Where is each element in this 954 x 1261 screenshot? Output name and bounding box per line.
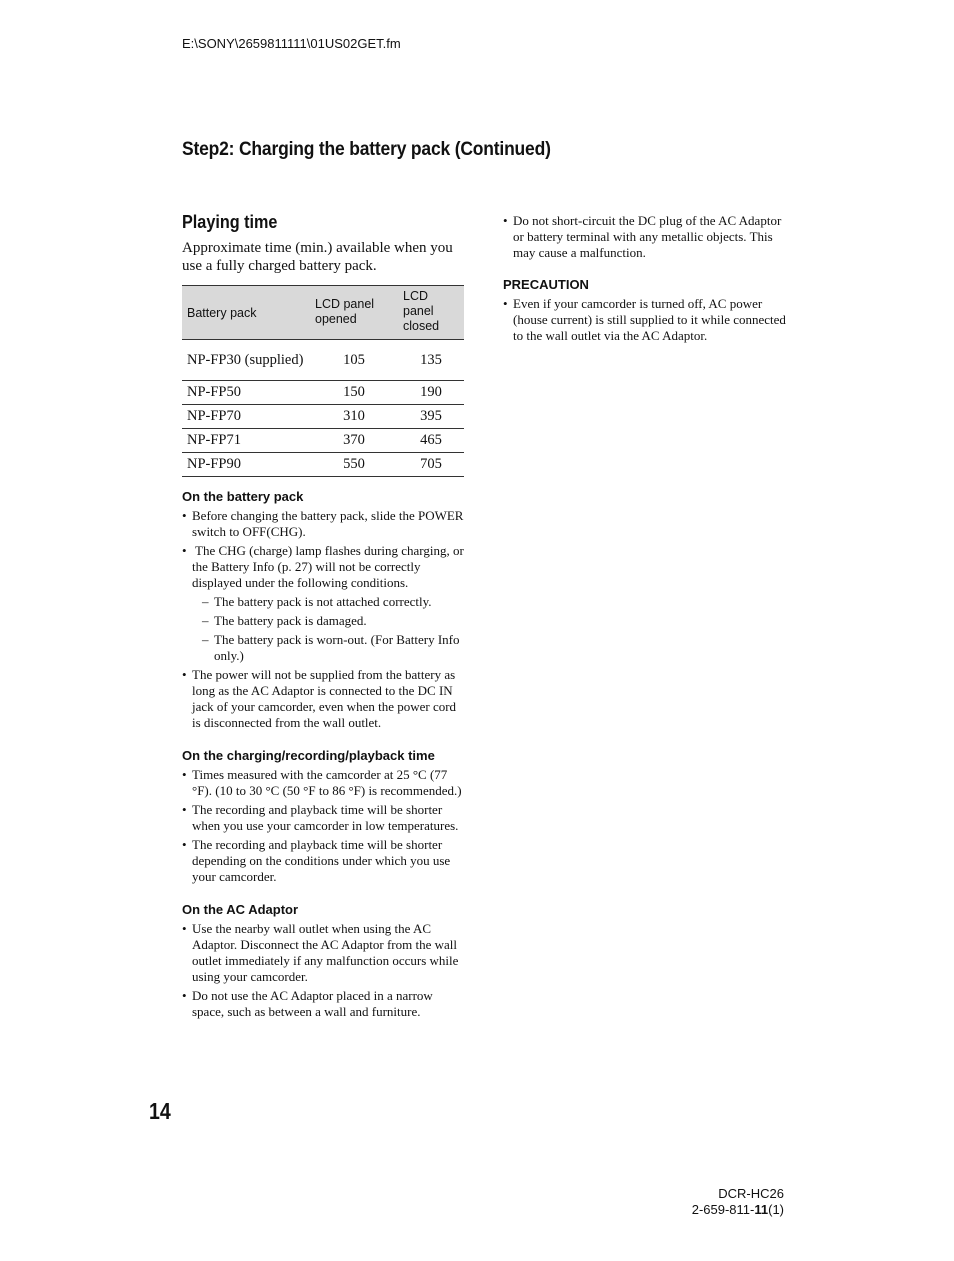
dash-item: – The battery pack is not attached correctly. — [192, 594, 464, 610]
precaution-title: PRECAUTION — [503, 277, 589, 292]
subsection-title-charging-time: On the charging/recording/playback time — [182, 748, 435, 763]
footer-code-prefix: 2-659-811- — [691, 1202, 755, 1217]
list-item: • The recording and playback time will be shorter depending on the conditions under which you use your camcorder. — [182, 837, 464, 885]
list-item: • The power will not be supplied from the battery as long as the AC Adaptor is connected to the DC IN jack of your camcorder, even when the power cord is disconnected from the wall outlet. — [182, 667, 464, 731]
page-number: 14 — [149, 1098, 171, 1124]
precaution-list — [503, 296, 793, 344]
table-cell-closed: 395 — [398, 405, 464, 429]
table-cell-opened: 310 — [310, 405, 398, 429]
short-circuit-list — [503, 213, 793, 261]
list-item-text: The CHG (charge) lamp flashes during charging, or the Battery Info (p. 27) will not be correctly displayed under the following conditions. — [192, 543, 464, 590]
table-cell-opened: 150 — [310, 381, 398, 405]
playing-time-table — [182, 285, 464, 477]
subsection-title-ac-adaptor: On the AC Adaptor — [182, 902, 299, 917]
list-item: • Before changing the battery pack, slide the POWER switch to OFF(CHG). — [182, 508, 464, 540]
subsection-title-battery-pack: On the battery pack — [182, 489, 304, 504]
table-row — [182, 429, 464, 453]
dash-item: – The battery pack is worn-out. (For Battery Info only.) — [192, 632, 464, 664]
footer-code — [692, 1202, 784, 1218]
table-header-lcd-opened: LCD panel opened — [310, 286, 398, 340]
table-header-battery-pack: Battery pack — [182, 286, 310, 340]
table-cell-opened: 550 — [310, 453, 398, 477]
table-cell-opened: 370 — [310, 429, 398, 453]
footer-code-bold: 11 — [754, 1202, 769, 1217]
table-row — [182, 405, 464, 429]
dash-item: – The battery pack is damaged. — [192, 613, 464, 629]
file-path: E:\SONY\2659811111\01US02GET.fm — [182, 36, 401, 51]
footer-code-suffix: (1) — [768, 1202, 784, 1217]
table-row — [182, 381, 464, 405]
page-title: Step2: Charging the battery pack (Continued) — [182, 139, 551, 160]
table-cell-closed: 135 — [398, 340, 464, 381]
table-cell-battery: NP-FP90 — [182, 453, 310, 477]
ac-adaptor-list — [182, 921, 464, 1020]
table-cell-closed: 190 — [398, 381, 464, 405]
table-cell-battery: NP-FP30 (supplied) — [182, 340, 310, 381]
list-item: • Times measured with the camcorder at 25 °C (77 °F). (10 to 30 °C (50 °F to 86 °F) is recommended.) — [182, 767, 464, 799]
list-item: • Even if your camcorder is turned off, AC power (house current) is still supplied to it while connected to the wall outlet via the AC Adaptor. — [503, 296, 793, 344]
table-cell-battery: NP-FP70 — [182, 405, 310, 429]
condition-list — [192, 594, 464, 664]
left-column — [182, 212, 464, 1023]
table-header-lcd-closed: LCD panel closed — [398, 286, 464, 340]
table-cell-closed: 705 — [398, 453, 464, 477]
table-row — [182, 340, 464, 381]
table-row — [182, 453, 464, 477]
charging-time-list — [182, 767, 464, 885]
list-item — [182, 543, 464, 664]
list-item: • Use the nearby wall outlet when using the AC Adaptor. Disconnect the AC Adaptor from the wall outlet immediately if any malfunction occurs while using your camcorder. — [182, 921, 464, 985]
list-item: • Do not short-circuit the DC plug of the AC Adaptor or battery terminal with any metallic objects. This may cause a malfunction. — [503, 213, 793, 261]
footer-model: DCR-HC26 — [718, 1186, 784, 1201]
battery-pack-list — [182, 508, 464, 731]
table-header-row — [182, 286, 464, 340]
table-cell-closed: 465 — [398, 429, 464, 453]
right-column — [503, 213, 793, 347]
list-item: • The recording and playback time will be shorter when you use your camcorder in low temperatures. — [182, 802, 464, 834]
table-cell-opened: 105 — [310, 340, 398, 381]
table-cell-battery: NP-FP71 — [182, 429, 310, 453]
footer — [692, 1186, 784, 1218]
playing-time-intro: Approximate time (min.) available when you use a fully charged battery pack. — [182, 240, 453, 274]
list-item: • Do not use the AC Adaptor placed in a narrow space, such as between a wall and furniture. — [182, 988, 464, 1020]
section-title-playing-time: Playing time — [182, 212, 278, 232]
table-cell-battery: NP-FP50 — [182, 381, 310, 405]
